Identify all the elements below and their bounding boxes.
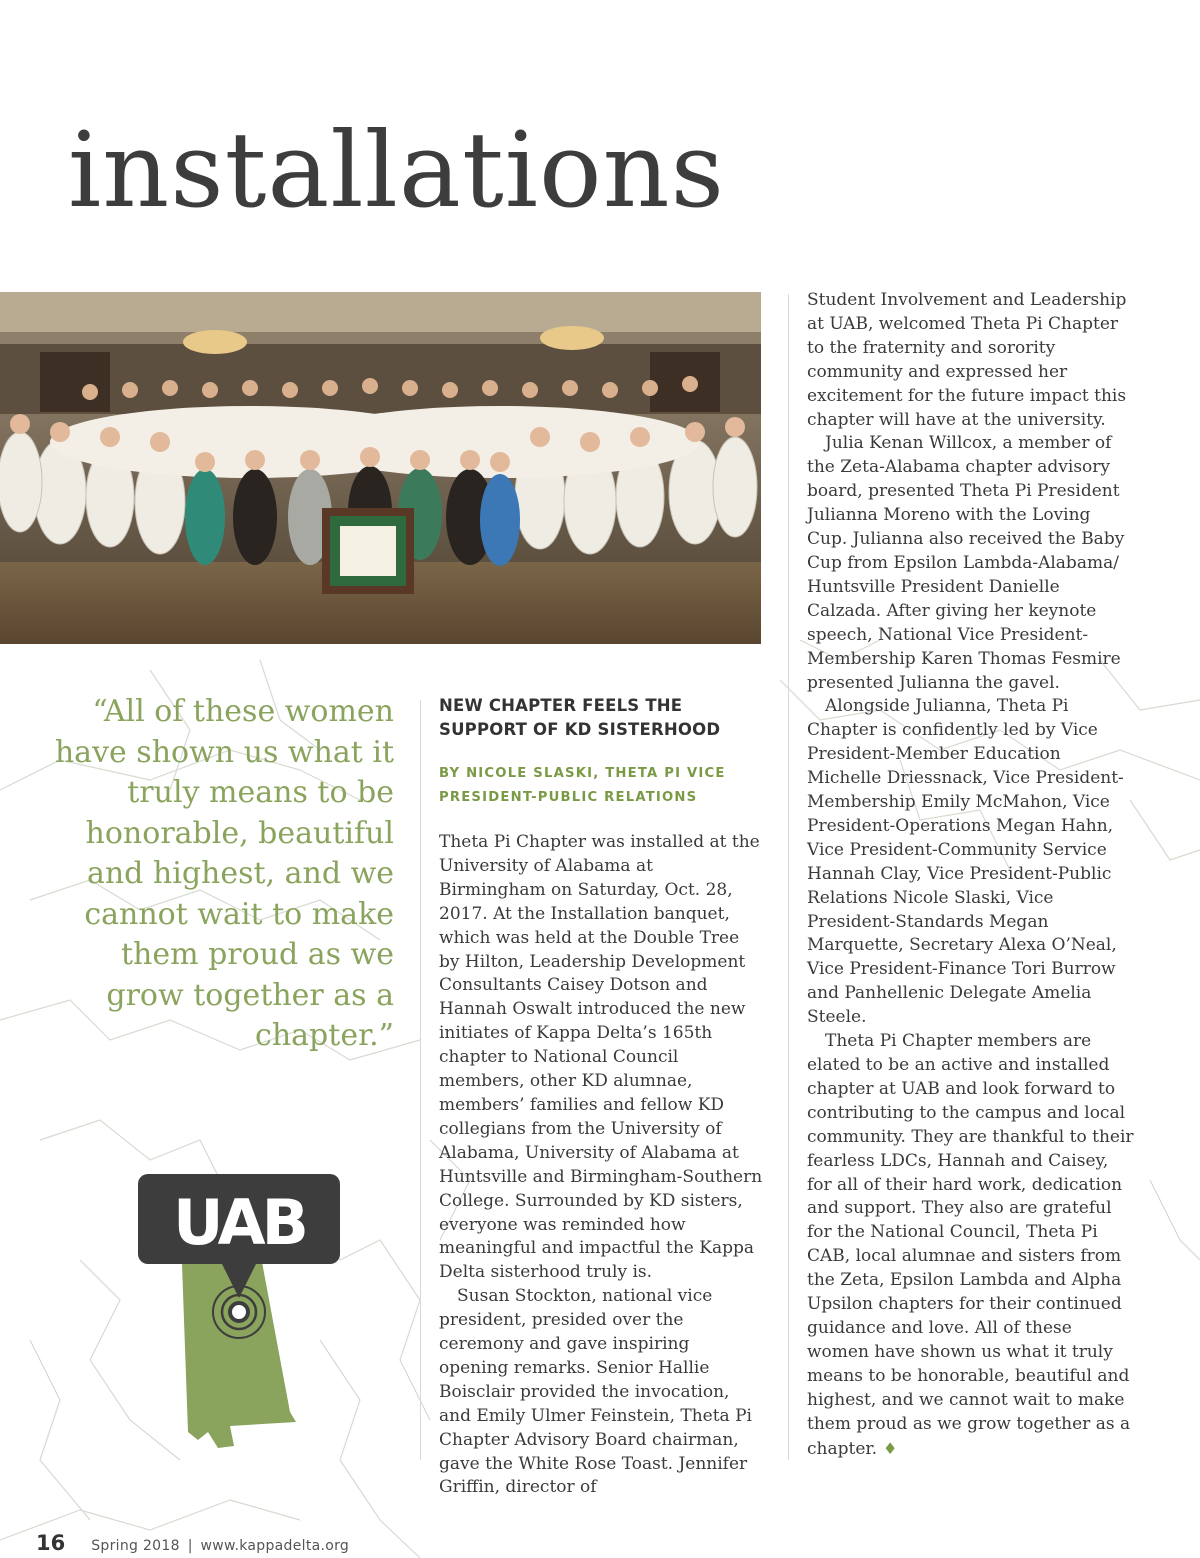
article-column-middle bbox=[439, 694, 763, 1500]
uab-logo-text: UAB bbox=[173, 1186, 305, 1259]
column-divider-left bbox=[420, 700, 421, 1460]
uab-map-pin-icon bbox=[138, 1174, 340, 1344]
website-link[interactable]: www.kappadelta.org bbox=[200, 1538, 350, 1554]
column-divider-right bbox=[788, 294, 789, 1460]
group-photo bbox=[0, 292, 761, 644]
article-paragraph: Student Involvement and Leadership at UAB, welcomed Theta Pi Chapter to the fraternity and sorority community and expressed her excitement for the future impact this chapter will have at the university. bbox=[807, 290, 1127, 430]
pull-quote: “All of these women have shown us what it truly means to be honorable, beautiful and highest, and we cannot wait to make them proud as we grow together as a chapter.” bbox=[54, 694, 394, 1053]
article-column-right bbox=[807, 289, 1135, 1461]
article-paragraph-last: Theta Pi Chapter members are elated to be an active and installed chapter at UAB and look forward to contributing to the campus and local community. They are thankful to their fearless LDCs, Hannah and Caisey, for all of their hard work, dedication and support. They also are grateful for the National Council, Theta Pi CAB, local alumnae and sisters from the Zeta, Epsilon Lambda and Alpha Upsilon chapters for their continued guidance and love. All of these women have shown us what it truly means to be honorable, beautiful and highest, and we cannot wait to make them proud as we grow together as a chapter. ♦ bbox=[807, 1031, 1134, 1459]
article-byline: BY NICOLE SLASKI, THETA PI VICE PRESIDENT-PUBLIC RELATIONS bbox=[439, 766, 726, 805]
footer-separator: | bbox=[187, 1538, 193, 1554]
page-headline: installations bbox=[68, 109, 725, 231]
page-number: 16 bbox=[36, 1531, 66, 1555]
article-paragraph: Alongside Julianna, Theta Pi Chapter is confidently led by Vice President-Member Education Michelle Driessnack, Vice President-Membership Emily McMahon, Vice President-Operations Megan Hahn, Vice President-Community Service Hannah Clay, Vice President-Public Relations Nicole Slaski, Vice President-Standards Megan Marquette, Secretary Alexa O’Neal, Vice President-Finance Tori Burrow and Panhellenic Delegate Amelia Steele. bbox=[807, 696, 1124, 1028]
article-paragraph: Theta Pi Chapter was installed at the University of Alabama at Birmingham on Saturday, Oct. 28, 2017. At the Installation banquet, which was held at the Double Tree by Hilton, Leadership Development Consultants Caisey Dotson and Hannah Oswalt introduced the new initiates of Kappa Delta’s 165th chapter to National Council members, other KD alumnae, members’ families and fellow KD collegians from the University of Alabama, University of Alabama at Huntsville and Birmingham-Southern College. Surrounded by KD sisters, everyone was reminded how meaningful and impactful the Kappa Delta sisterhood truly is. bbox=[439, 832, 763, 1283]
article-paragraph: Susan Stockton, national vice president, presided over the ceremony and gave inspiring opening remarks. Senior Hallie Boisclair provided the invocation, and Emily Ulmer Feinstein, Theta Pi Chapter Advisory Board chairman, gave the White Rose Toast. Jennifer Griffin, director of bbox=[439, 1286, 752, 1498]
article-paragraph: Julia Kenan Willcox, a member of the Zeta-Alabama chapter advisory board, presented Theta Pi President Julianna Moreno with the Loving Cup. Julianna also received the Baby Cup from Epsilon Lambda-Alabama/ Huntsville President Danielle Calzada. After giving her keynote speech, National Vice President-Membership Karen Thomas Fesmire presented Julianna the gavel. bbox=[807, 433, 1125, 693]
page-footer bbox=[36, 1531, 349, 1555]
end-mark-icon: ♦ bbox=[883, 1438, 898, 1458]
article-title: NEW CHAPTER FEELS THE SUPPORT OF KD SISTERHOOD bbox=[439, 696, 721, 739]
issue-label: Spring 2018 bbox=[91, 1538, 180, 1554]
